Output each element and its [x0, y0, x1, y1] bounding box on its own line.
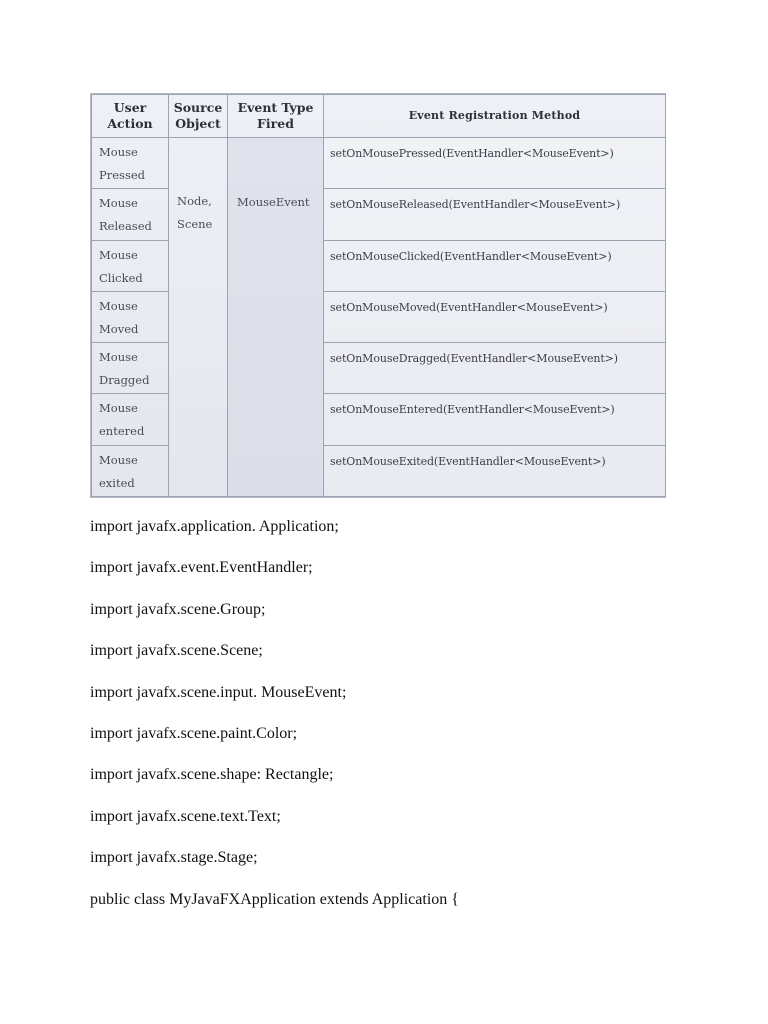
row-method: setOnMouseReleased(EventHandler<MouseEvent>) — [324, 189, 666, 240]
row-method: setOnMousePressed(EventHandler<MouseEvent>) — [324, 138, 666, 189]
header-event-type: Event Type Fired — [228, 95, 324, 138]
row-action: Mouse Pressed — [92, 138, 169, 189]
code-line: import javafx.scene.Group; — [90, 600, 266, 618]
row-method: setOnMouseExited(EventHandler<MouseEvent>) — [324, 445, 666, 496]
scanned-table-image — [90, 93, 666, 498]
row-action: Mouse Moved — [92, 291, 169, 342]
row-action: Mouse Dragged — [92, 343, 169, 394]
event-type-cell: MouseEvent — [228, 138, 324, 497]
row-method: setOnMouseMoved(EventHandler<MouseEvent>) — [324, 291, 666, 342]
row-action: Mouse Clicked — [92, 240, 169, 291]
row-action: Mouse Released — [92, 189, 169, 240]
table-row — [92, 138, 666, 189]
row-action: Mouse exited — [92, 445, 169, 496]
code-line: import javafx.event.EventHandler; — [90, 559, 313, 577]
source-object-cell: Node, Scene — [169, 138, 228, 497]
header-source-object: Source Object — [169, 95, 228, 138]
code-line: import javafx.scene.text.Text; — [90, 807, 281, 825]
code-listing — [90, 517, 730, 931]
code-line: public class MyJavaFXApplication extends Application { — [90, 890, 459, 908]
row-method: setOnMouseDragged(EventHandler<MouseEvent>) — [324, 343, 666, 394]
header-method: Event Registration Method — [324, 95, 666, 138]
header-user-action: User Action — [92, 95, 169, 138]
row-method: setOnMouseEntered(EventHandler<MouseEvent>) — [324, 394, 666, 445]
code-line: import javafx.scene.shape: Rectangle; — [90, 766, 334, 784]
mouse-event-table — [91, 94, 666, 497]
code-line: import javafx.scene.paint.Color; — [90, 724, 298, 742]
row-method: setOnMouseClicked(EventHandler<MouseEvent>) — [324, 240, 666, 291]
code-line: import javafx.scene.input. MouseEvent; — [90, 683, 347, 701]
code-line: import javafx.application. Application; — [90, 518, 339, 535]
table-header-row — [92, 95, 666, 138]
row-action: Mouse entered — [92, 394, 169, 445]
code-line: import javafx.scene.Scene; — [90, 642, 263, 660]
code-line: import javafx.stage.Stage; — [90, 849, 258, 867]
